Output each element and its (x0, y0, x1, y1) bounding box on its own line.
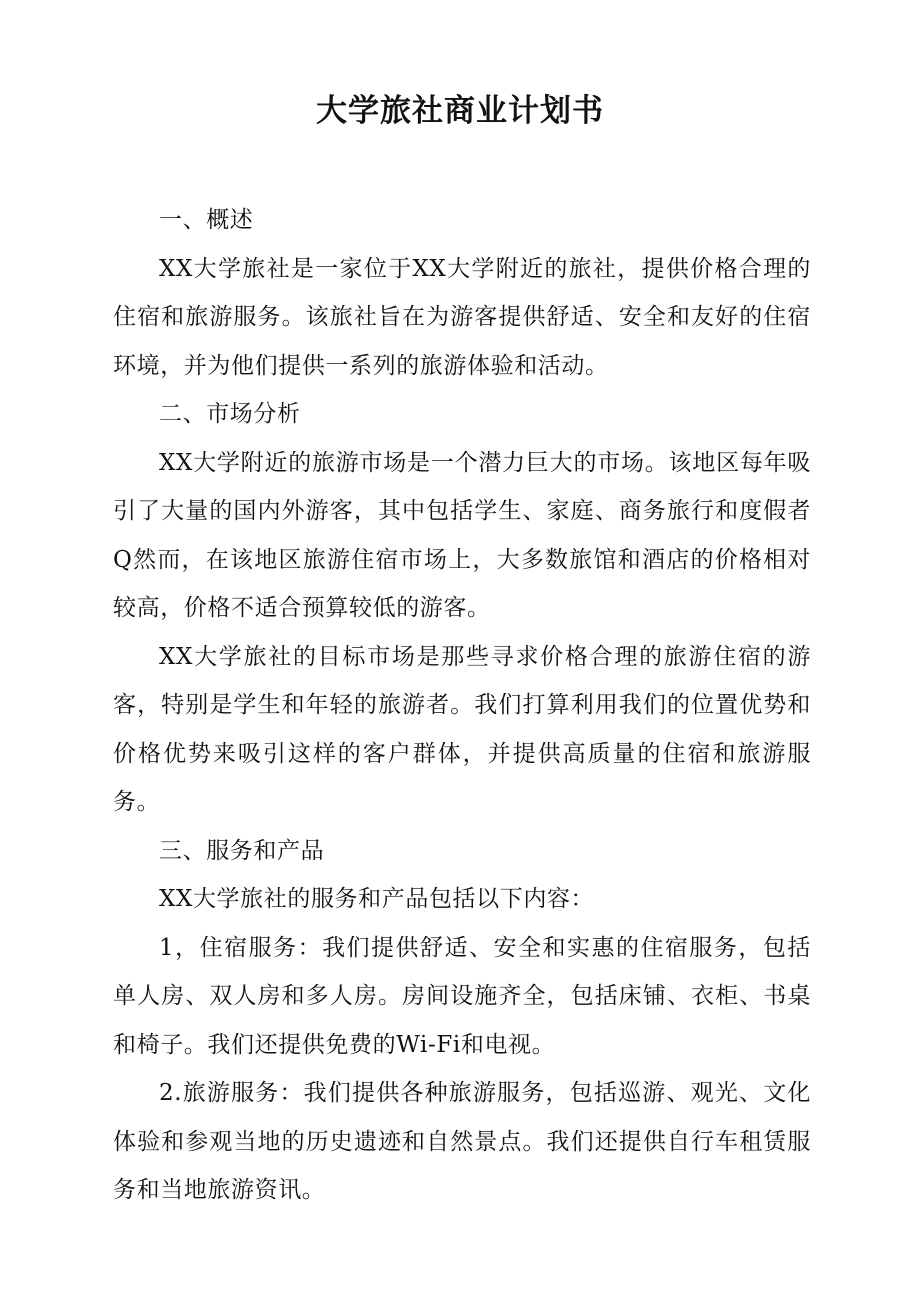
section-heading-services-products: 三、服务和产品 (159, 837, 325, 864)
document-body (113, 196, 811, 1215)
accommodation-service-paragraph: 1，住宿服务：我们提供舒适、安全和实惠的住宿服务，包括单人房、双人房和多人房。房间设施齐全，包括床铺、衣柜、书桌和椅子。我们还提供免费的Wi-Fi和电视。 (113, 934, 811, 1058)
market-analysis-paragraph-1: XX大学附近的旅游市场是一个潜力巨大的市场。该地区每年吸引了大量的国内外游客，其中包括学生、家庭、商务旅行和度假者Q然而，在该地区旅游住宿市场上，大多数旅馆和酒店的价格相对较高，价格不适合预算较低的游客。 (113, 449, 811, 621)
market-analysis-paragraph-2: XX大学旅社的目标市场是那些寻求价格合理的旅游住宿的游客，特别是学生和年轻的旅游者。我们打算利用我们的位置优势和价格优势来吸引这样的客户群体，并提供高质量的住宿和旅游服务。 (113, 643, 811, 815)
travel-service-paragraph: 2.旅游服务：我们提供各种旅游服务，包括巡游、观光、文化体验和参观当地的历史遗迹和自然景点。我们还提供自行车租赁服务和当地旅游资讯。 (113, 1080, 811, 1203)
section-heading-overview: 一、概述 (159, 207, 254, 233)
services-intro-paragraph: XX大学旅社的服务和产品包括以下内容： (159, 886, 595, 912)
document-title: 大学旅社商业计划书 (316, 93, 604, 129)
overview-paragraph: XX大学旅社是一家位于XX大学附近的旅社，提供价格合理的住宿和旅游服务。该旅社旨在为游客提供舒适、安全和友好的住宿环境，并为他们提供一系列的旅游体验和活动。 (113, 255, 811, 379)
section-heading-market-analysis: 二、市场分析 (159, 401, 301, 427)
